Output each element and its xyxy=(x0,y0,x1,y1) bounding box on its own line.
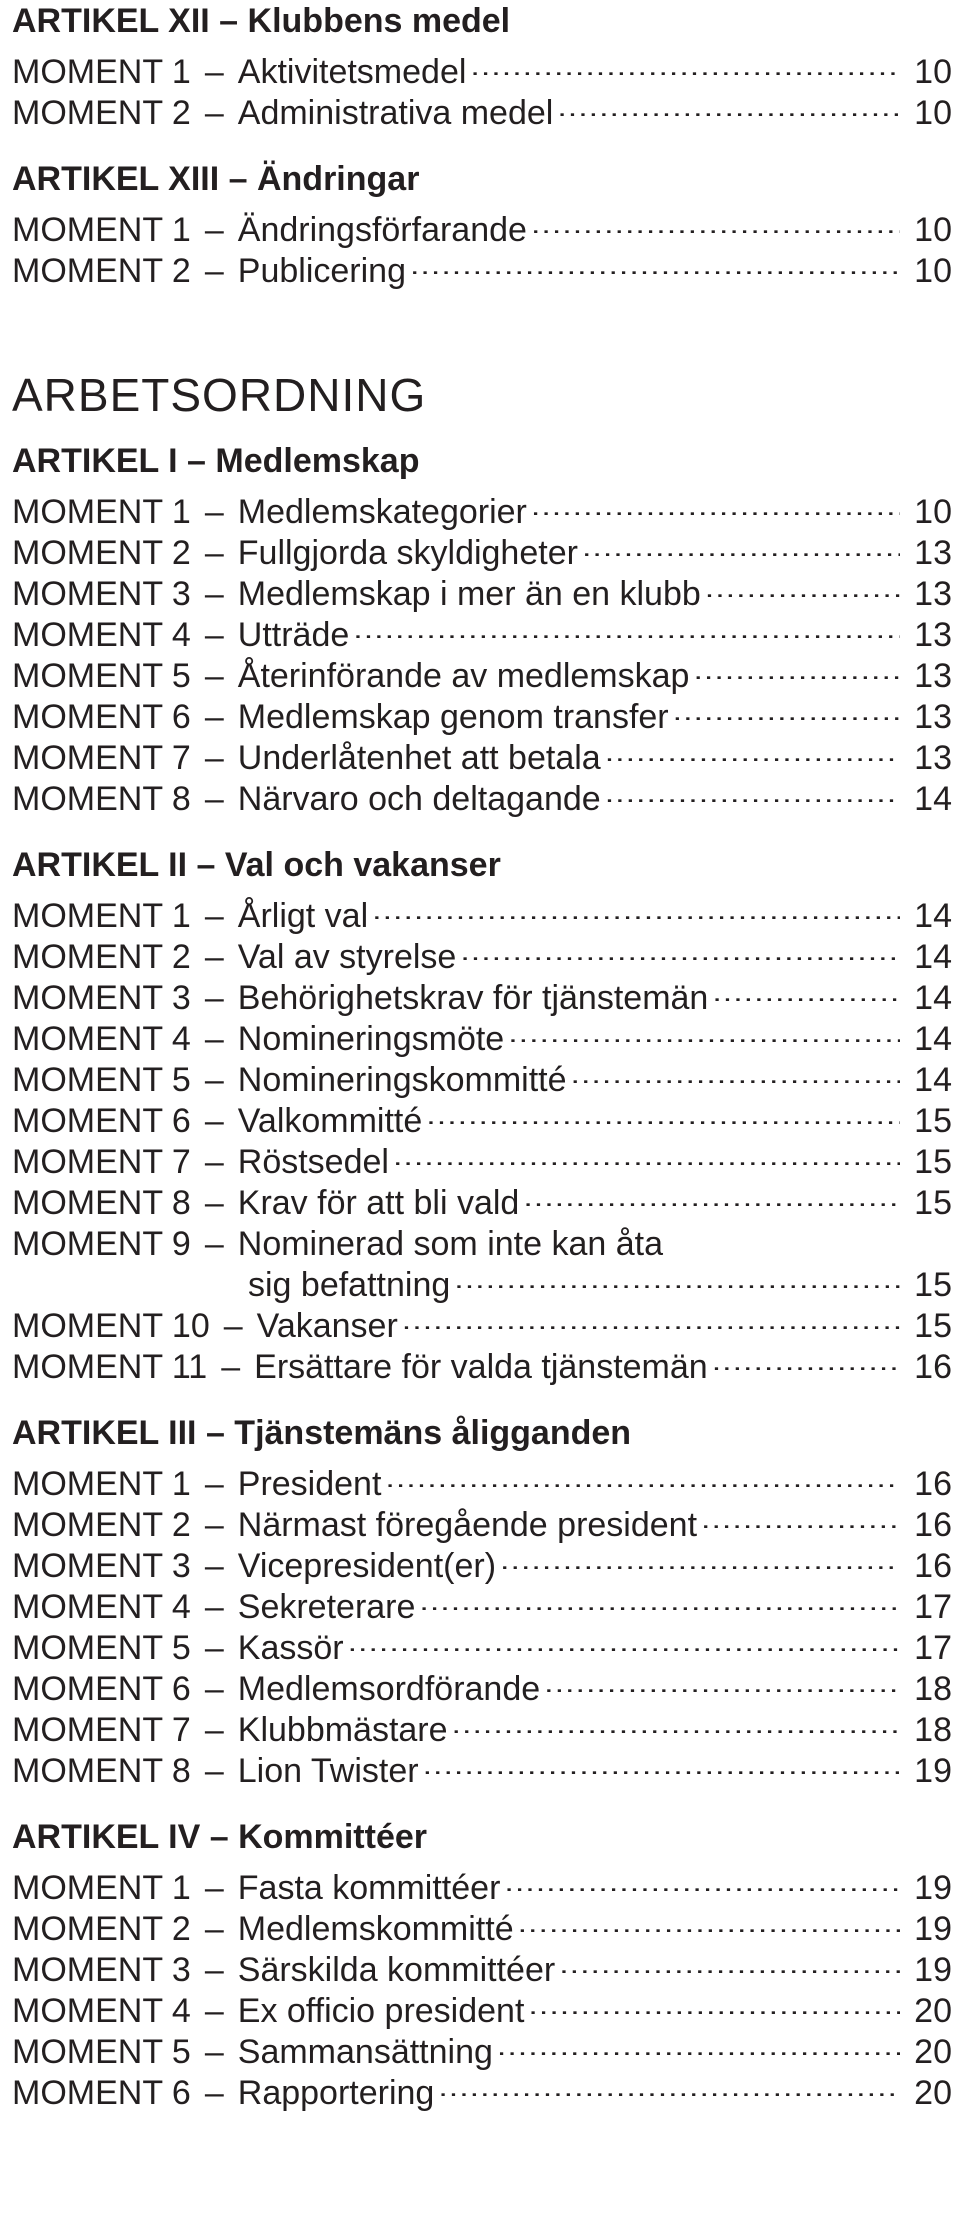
moment-number: MOMENT 1 xyxy=(12,53,191,91)
moment-number: MOMENT 2 xyxy=(12,1506,191,1544)
entry-title: Sekreterare xyxy=(237,1588,416,1626)
dot-leader xyxy=(452,1700,900,1741)
toc-entry[interactable]: MOMENT 2 – Publicering ..... 10 xyxy=(12,241,952,282)
moment-number: MOMENT 3 xyxy=(12,979,191,1017)
toc-entry[interactable]: MOMENT 4 – Nomineringsmöte ..... 14 xyxy=(12,1009,952,1050)
moment-number: MOMENT 3 xyxy=(12,1951,191,1989)
entry-title: Krav för att bli vald xyxy=(237,1184,520,1222)
page-number: 10 xyxy=(914,493,952,531)
section-heading: ARTIKEL I – Medlemskap xyxy=(12,442,420,480)
dot-leader xyxy=(504,1858,900,1899)
toc-entry[interactable]: MOMENT 2 – Medlemskommitté ..... 19 xyxy=(12,1899,952,1940)
page-number: 10 xyxy=(914,211,952,249)
toc-entry[interactable]: MOMENT 6 – Rapportering ..... 20 xyxy=(12,2063,952,2104)
entry-title: Administrativa medel xyxy=(237,94,554,132)
entry-title: Närmast föregående president xyxy=(237,1506,698,1544)
entry-title: President xyxy=(237,1465,382,1503)
entry-title: Särskilda kommittéer xyxy=(237,1951,556,1989)
toc-entry[interactable]: MOMENT 2 – Administrativa medel ..... 10 xyxy=(12,83,952,124)
page-number: 15 xyxy=(914,1143,952,1181)
toc-entry[interactable]: MOMENT 8 – Närvaro och deltagande ..... 14 xyxy=(12,769,952,810)
moment-number: MOMENT 4 xyxy=(12,1992,191,2030)
page-number: 15 xyxy=(914,1184,952,1222)
moment-number: MOMENT 2 xyxy=(12,1910,191,1948)
page-number: 13 xyxy=(914,657,952,695)
page-number: 14 xyxy=(914,979,952,1017)
entry-title: Röstsedel xyxy=(237,1143,389,1181)
dot-leader xyxy=(531,482,900,523)
section-artikel-iv xyxy=(12,1816,952,2112)
moment-number: MOMENT 8 xyxy=(12,1752,191,1790)
dot-leader xyxy=(712,1337,900,1378)
page-number: 10 xyxy=(914,53,952,91)
toc-entry[interactable]: MOMENT 11 – Ersättare för valda tjänstemän ..... 16 xyxy=(12,1337,952,1378)
entry-title: Medlemsordförande xyxy=(237,1670,541,1708)
toc-entry[interactable]: MOMENT 1 – Årligt val ..... 14 xyxy=(12,886,952,927)
toc-entry[interactable]: MOMENT 2 – Fullgjorda skyldigheter ..... 13 xyxy=(12,523,952,564)
page-number: 14 xyxy=(914,780,952,818)
dot-leader xyxy=(518,1899,900,1940)
page-number: 20 xyxy=(914,1992,952,2030)
entry-title: Rapportering xyxy=(237,2074,435,2112)
entry-title: Lion Twister xyxy=(237,1752,419,1790)
entry-title: Val av styrelse xyxy=(237,938,457,976)
moment-number: MOMENT 8 xyxy=(12,1184,191,1222)
toc-entry[interactable]: MOMENT 2 – Närmast föregående president ..... 16 xyxy=(12,1495,952,1536)
moment-number: MOMENT 6 xyxy=(12,1102,191,1140)
entry-title: Medlemskap genom transfer xyxy=(237,698,669,736)
dot-leader xyxy=(348,1618,900,1659)
entry-title: Fasta kommittéer xyxy=(237,1869,501,1907)
toc-entry[interactable]: MOMENT 4 – Utträde ..... 13 xyxy=(12,605,952,646)
entry-title: Kassör xyxy=(237,1629,344,1667)
moment-number: MOMENT 1 xyxy=(12,1869,191,1907)
toc-entry[interactable]: MOMENT 5 – Kassör ..... 17 xyxy=(12,1618,952,1659)
page-number: 13 xyxy=(914,534,952,572)
page-number: 19 xyxy=(914,1951,952,1989)
entry-title: Närvaro och deltagande xyxy=(237,780,601,818)
toc-entry[interactable]: MOMENT 1 – Aktivitetsmedel ..... 10 xyxy=(12,42,952,83)
page-number: 16 xyxy=(914,1506,952,1544)
moment-number: MOMENT 2 xyxy=(12,94,191,132)
toc-entry[interactable]: MOMENT 1 – Fasta kommittéer ..... 19 xyxy=(12,1858,952,1899)
page-number: 17 xyxy=(914,1588,952,1626)
page-number: 15 xyxy=(914,1307,952,1345)
toc-entry[interactable]: MOMENT 6 – Medlemsordförande ..... 18 xyxy=(12,1659,952,1700)
entry-title: Fullgjorda skyldigheter xyxy=(237,534,578,572)
entry-title: Årligt val xyxy=(237,897,369,935)
dot-leader xyxy=(693,646,900,687)
dot-leader xyxy=(426,1091,900,1132)
section-heading: ARTIKEL II – Val och vakanser xyxy=(12,846,501,884)
entry-title-continuation: sig befattning xyxy=(248,1266,451,1304)
entry-title: Nomineringsmöte xyxy=(237,1020,505,1058)
page-number: 20 xyxy=(914,2033,952,2071)
moment-number: MOMENT 7 xyxy=(12,1143,191,1181)
moment-number: MOMENT 11 xyxy=(12,1348,208,1386)
dot-leader xyxy=(497,2022,900,2063)
entry-title: Medlemskap i mer än en klubb xyxy=(237,575,701,613)
toc-entry[interactable]: MOMENT 6 – Valkommitté ..... 15 xyxy=(12,1091,952,1132)
entry-title: Sammansättning xyxy=(237,2033,493,2071)
moment-number: MOMENT 1 xyxy=(12,211,191,249)
entry-title: Valkommitté xyxy=(237,1102,423,1140)
dot-leader xyxy=(582,523,900,564)
moment-number: MOMENT 10 xyxy=(12,1307,210,1345)
toc-entry[interactable]: MOMENT 3 – Vicepresident(er) ..... 16 xyxy=(12,1536,952,1577)
moment-number: MOMENT 3 xyxy=(12,575,191,613)
entry-title: Underlåtenhet att betala xyxy=(237,739,601,777)
toc-entry[interactable]: MOMENT 4 – Sekreterare ..... 17 xyxy=(12,1577,952,1618)
dot-leader xyxy=(705,564,900,605)
moment-number: MOMENT 4 xyxy=(12,616,191,654)
entry-title: Aktivitetsmedel xyxy=(237,53,467,91)
table-of-contents xyxy=(12,0,952,2112)
dot-leader xyxy=(557,83,900,124)
dot-leader xyxy=(470,42,900,83)
dot-leader xyxy=(701,1495,900,1536)
dot-leader xyxy=(605,769,900,810)
entry-title: Vakanser xyxy=(256,1307,398,1345)
page-number: 19 xyxy=(914,1910,952,1948)
toc-entry[interactable]: MOMENT 1 – Ändringsförfarande ..... 10 xyxy=(12,200,952,241)
dot-leader xyxy=(523,1173,900,1214)
page-number: 15 xyxy=(914,1266,952,1304)
toc-entry[interactable]: MOMENT 4 – Ex officio president ..... 20 xyxy=(12,1981,952,2022)
section-heading: ARTIKEL IV – Kommittéer xyxy=(12,1818,428,1856)
section-artikel-i xyxy=(12,440,952,818)
section-heading: ARTIKEL III – Tjänstemäns åligganden xyxy=(12,1414,632,1452)
dot-leader xyxy=(393,1132,900,1173)
moment-number: MOMENT 4 xyxy=(12,1588,191,1626)
dot-leader xyxy=(410,241,900,282)
dot-leader xyxy=(423,1741,900,1782)
moment-number: MOMENT 1 xyxy=(12,897,191,935)
page-number: 13 xyxy=(914,739,952,777)
entry-title: Nomineringskommitté xyxy=(237,1061,567,1099)
dot-leader xyxy=(673,687,900,728)
moment-number: MOMENT 2 xyxy=(12,252,191,290)
dot-leader xyxy=(528,1981,900,2022)
dot-leader xyxy=(571,1050,900,1091)
page-number: 15 xyxy=(914,1102,952,1140)
toc-entry[interactable]: MOMENT 8 – Krav för att bli vald ..... 15 xyxy=(12,1173,952,1214)
moment-number: MOMENT 2 xyxy=(12,938,191,976)
section-artikel-xiii xyxy=(12,158,952,290)
page-number: 19 xyxy=(914,1752,952,1790)
toc-entry[interactable]: MOMENT 1 – President ..... 16 xyxy=(12,1454,952,1495)
page-number: 20 xyxy=(914,2074,952,2112)
moment-number: MOMENT 6 xyxy=(12,2074,191,2112)
moment-number: MOMENT 5 xyxy=(12,1061,191,1099)
entry-title: Ändringsförfarande xyxy=(237,211,527,249)
toc-entry[interactable]: MOMENT 7 – Underlåtenhet att betala ..... 13 xyxy=(12,728,952,769)
moment-number: MOMENT 3 xyxy=(12,1547,191,1585)
moment-number: MOMENT 6 xyxy=(12,1670,191,1708)
page-number: 13 xyxy=(914,616,952,654)
toc-entry[interactable]: MOMENT 6 – Medlemskap genom transfer ..... 13 xyxy=(12,687,952,728)
entry-title: Klubbmästare xyxy=(237,1711,448,1749)
dot-leader xyxy=(605,728,900,769)
part-heading: ARBETSORDNING xyxy=(12,369,427,421)
toc-entry[interactable]: MOMENT 3 – Behörighetskrav för tjänstemän ..... 14 xyxy=(12,968,952,1009)
page-number: 16 xyxy=(914,1547,952,1585)
page-number: 18 xyxy=(914,1711,952,1749)
dot-leader xyxy=(353,605,900,646)
section-artikel-xii xyxy=(12,0,952,132)
page-number: 19 xyxy=(914,1869,952,1907)
entry-title: Ersättare för valda tjänstemän xyxy=(254,1348,708,1386)
dot-leader xyxy=(419,1577,900,1618)
moment-number: MOMENT 1 xyxy=(12,1465,191,1503)
page-number: 16 xyxy=(914,1348,952,1386)
moment-number: MOMENT 9 xyxy=(12,1225,191,1263)
moment-number: MOMENT 2 xyxy=(12,534,191,572)
section-artikel-ii xyxy=(12,844,952,1386)
entry-title: Ex officio president xyxy=(237,1992,525,2030)
entry-title: Utträde xyxy=(237,616,350,654)
toc-entry[interactable]: MOMENT 7 – Klubbmästare ..... 18 xyxy=(12,1700,952,1741)
dot-leader xyxy=(372,886,900,927)
moment-number: MOMENT 4 xyxy=(12,1020,191,1058)
entry-title: Behörighetskrav för tjänstemän xyxy=(237,979,709,1017)
page-number: 14 xyxy=(914,897,952,935)
toc-entry[interactable]: MOMENT 10 – Vakanser ..... 15 xyxy=(12,1296,952,1337)
moment-number: MOMENT 5 xyxy=(12,2033,191,2071)
section-artikel-iii xyxy=(12,1412,952,1790)
dot-leader xyxy=(460,927,900,968)
dot-leader xyxy=(438,2063,900,2104)
entry-title: Återinförande av medlemskap xyxy=(237,657,690,695)
page-number: 17 xyxy=(914,1629,952,1667)
toc-entry[interactable]: MOMENT 5 – Nomineringskommitté ..... 14 xyxy=(12,1050,952,1091)
entry-title: Vicepresident(er) xyxy=(237,1547,497,1585)
section-heading: ARTIKEL XIII – Ändringar xyxy=(12,160,420,198)
page-number: 13 xyxy=(914,575,952,613)
toc-entry[interactable]: MOMENT 5 – Sammansättning ..... 20 xyxy=(12,2022,952,2063)
toc-entry[interactable]: MOMENT 2 – Val av styrelse ..... 14 xyxy=(12,927,952,968)
dot-leader xyxy=(559,1940,900,1981)
dot-leader xyxy=(544,1659,900,1700)
entry-title: Medlemskategorier xyxy=(237,493,527,531)
entry-title: Publicering xyxy=(237,252,406,290)
page-number: 10 xyxy=(914,252,952,290)
moment-number: MOMENT 5 xyxy=(12,657,191,695)
moment-number: MOMENT 7 xyxy=(12,739,191,777)
moment-number: MOMENT 1 xyxy=(12,493,191,531)
page-number: 14 xyxy=(914,938,952,976)
moment-number: MOMENT 5 xyxy=(12,1629,191,1667)
toc-entry[interactable]: MOMENT 3 – Medlemskap i mer än en klubb ..... 13 xyxy=(12,564,952,605)
dot-leader xyxy=(508,1009,900,1050)
entry-title: Nominerad som inte kan åta xyxy=(237,1225,663,1263)
toc-entry[interactable]: MOMENT 5 – Återinförande av medlemskap ..... 13 xyxy=(12,646,952,687)
dot-leader xyxy=(402,1296,900,1337)
toc-entry[interactable]: MOMENT 3 – Särskilda kommittéer ..... 19 xyxy=(12,1940,952,1981)
page-number: 18 xyxy=(914,1670,952,1708)
section-heading: ARTIKEL XII – Klubbens medel xyxy=(12,2,511,40)
entry-title: Medlemskommitté xyxy=(237,1910,514,1948)
toc-entry[interactable]: MOMENT 7 – Röstsedel ..... 15 xyxy=(12,1132,952,1173)
page-number: 14 xyxy=(914,1061,952,1099)
page-number: 10 xyxy=(914,94,952,132)
page-number: 14 xyxy=(914,1020,952,1058)
moment-number: MOMENT 6 xyxy=(12,698,191,736)
toc-entry[interactable]: MOMENT 9 – Nominerad som inte kan åta xyxy=(12,1225,663,1263)
toc-entry[interactable]: MOMENT 8 – Lion Twister ..... 19 xyxy=(12,1741,952,1782)
dot-leader xyxy=(531,200,900,241)
moment-number: MOMENT 8 xyxy=(12,780,191,818)
page-number: 16 xyxy=(914,1465,952,1503)
dot-leader xyxy=(500,1536,900,1577)
dot-leader xyxy=(712,968,900,1009)
dot-leader xyxy=(385,1454,900,1495)
toc-entry[interactable]: MOMENT 1 – Medlemskategorier ..... 10 xyxy=(12,482,952,523)
dot-leader xyxy=(454,1255,900,1296)
moment-number: MOMENT 7 xyxy=(12,1711,191,1749)
page-number: 13 xyxy=(914,698,952,736)
